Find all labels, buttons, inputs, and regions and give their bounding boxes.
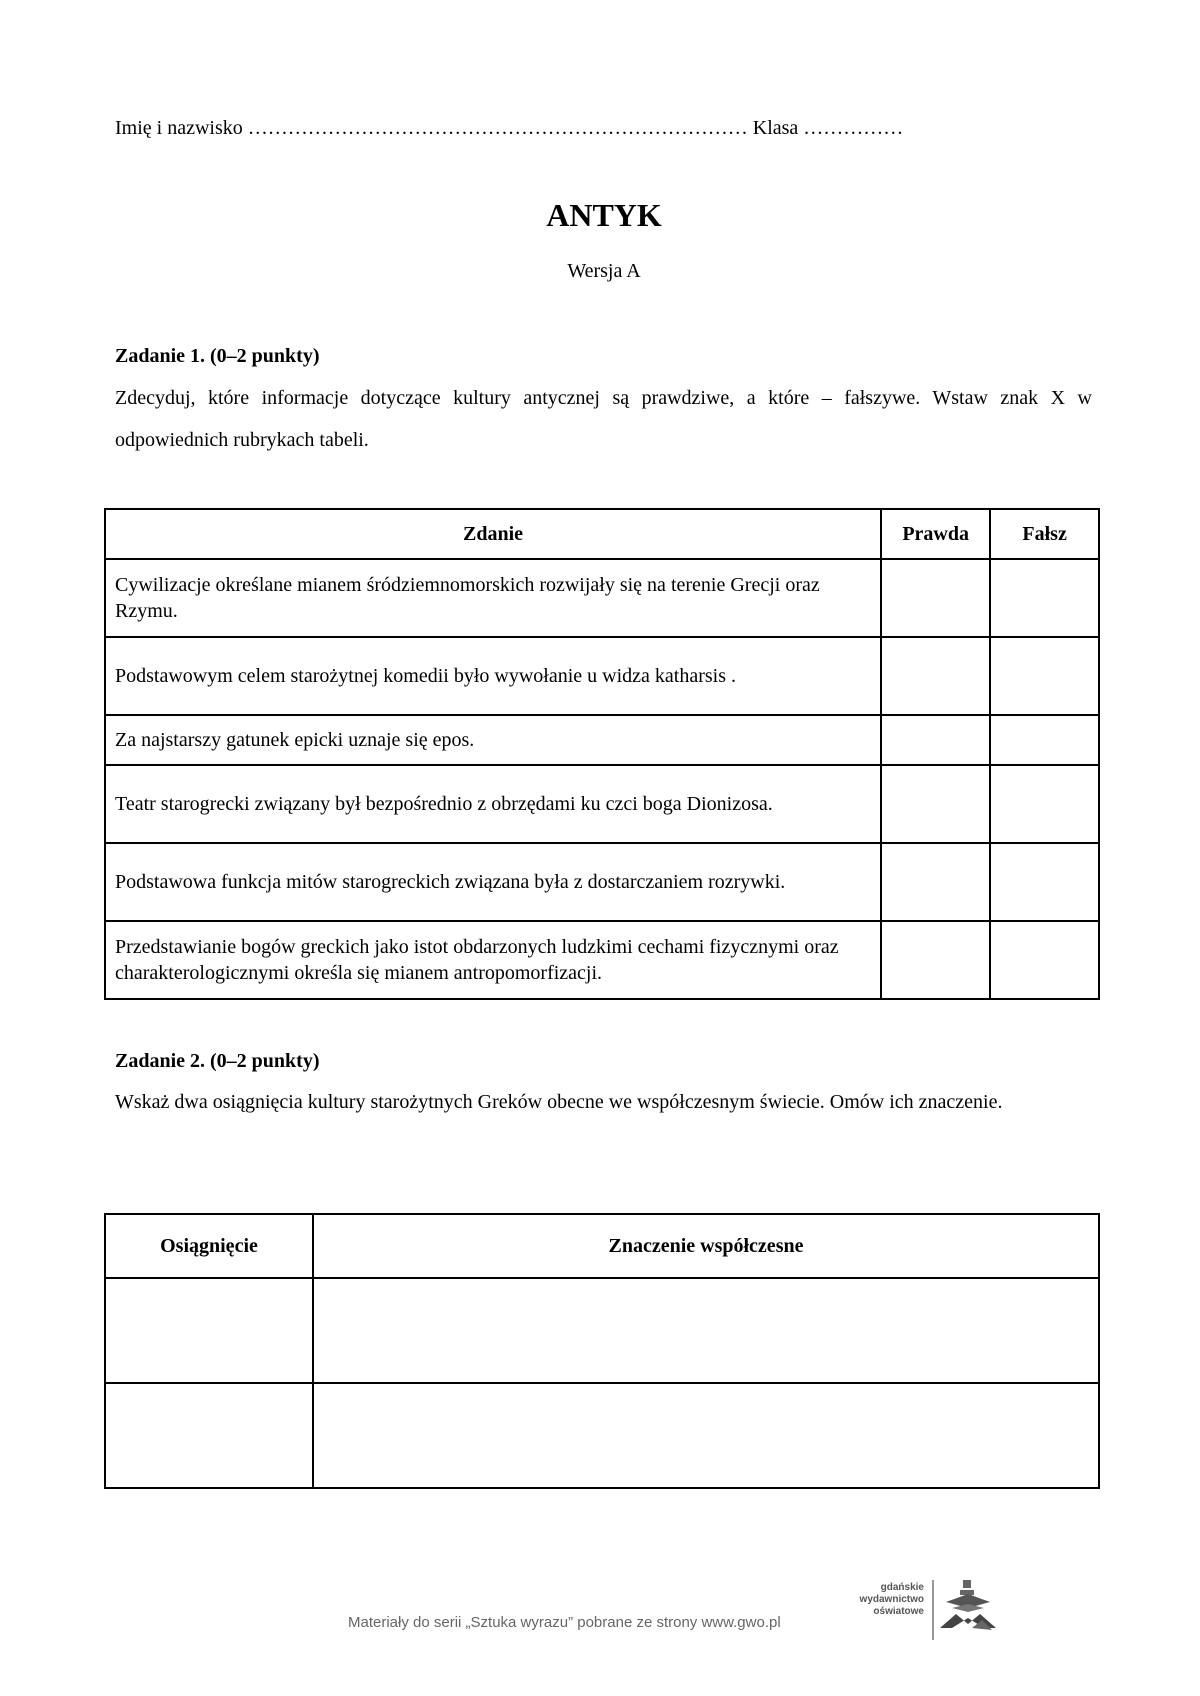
achievements-table xyxy=(104,1213,1100,1489)
column-header-statement: Zdanie xyxy=(105,509,881,559)
task1-heading: Zadanie 1. (0–2 punkty) xyxy=(115,345,320,367)
table-header-row xyxy=(105,1214,1099,1278)
table-row xyxy=(105,637,1099,715)
statement-cell: Cywilizacje określane mianem śródziemnomorskich rozwijały się na terenie Grecji oraz Rzymu. xyxy=(105,559,881,637)
statement-cell: Teatr starogrecki związany był bezpośrednio z obrzędami ku czci boga Dionizosa. xyxy=(105,765,881,843)
task2-instruction: Wskaż dwa osiągnięcia kultury starożytnych Greków obecne we współczesnym świecie. Omów ich znaczenie. xyxy=(115,1091,1003,1113)
significance-answer-cell[interactable] xyxy=(313,1278,1099,1383)
true-answer-cell[interactable] xyxy=(881,715,990,765)
table-row xyxy=(105,765,1099,843)
table-row xyxy=(105,1278,1099,1383)
true-answer-cell[interactable] xyxy=(881,637,990,715)
table-row xyxy=(105,843,1099,921)
false-answer-cell[interactable] xyxy=(990,843,1099,921)
table-header-row xyxy=(105,509,1099,559)
false-answer-cell[interactable] xyxy=(990,559,1099,637)
table-row xyxy=(105,1383,1099,1488)
statement-cell: Przedstawianie bogów greckich jako istot obdarzonych ludzkimi cechami fizycznymi oraz charakterologicznymi określa się mianem antropomorfizacji. xyxy=(105,921,881,999)
publisher-mark-icon xyxy=(938,1578,998,1642)
true-false-table xyxy=(104,508,1100,1000)
statement-cell: Podstawowa funkcja mitów starogreckich związana była z dostarczaniem rozrywki. xyxy=(105,843,881,921)
false-answer-cell[interactable] xyxy=(990,637,1099,715)
false-answer-cell[interactable] xyxy=(990,921,1099,999)
table-row xyxy=(105,559,1099,637)
true-answer-cell[interactable] xyxy=(881,559,990,637)
table-row xyxy=(105,715,1099,765)
column-header-achievement: Osiągnięcie xyxy=(105,1214,313,1278)
achievement-answer-cell[interactable] xyxy=(105,1278,313,1383)
page-title: ANTYK xyxy=(546,197,662,233)
column-header-false: Fałsz xyxy=(990,509,1099,559)
table-row xyxy=(105,921,1099,999)
publisher-logo-text: gdańskie wydawnictwo oświatowe xyxy=(859,1582,924,1617)
footer-source-text: Materiały do serii „Sztuka wyrazu” pobrane ze strony www.gwo.pl xyxy=(348,1614,781,1631)
true-answer-cell[interactable] xyxy=(881,843,990,921)
achievement-answer-cell[interactable] xyxy=(105,1383,313,1488)
true-answer-cell[interactable] xyxy=(881,921,990,999)
false-answer-cell[interactable] xyxy=(990,715,1099,765)
true-answer-cell[interactable] xyxy=(881,765,990,843)
task1-instruction: Zdecyduj, które informacje dotyczące kultury antycznej są prawdziwe, a które – fałszywe. Wstaw znak X w odpowiednich rubrykach tabeli. xyxy=(115,387,1092,451)
statement-cell: Za najstarszy gatunek epicki uznaje się epos. xyxy=(105,715,881,765)
significance-answer-cell[interactable] xyxy=(313,1383,1099,1488)
logo-divider xyxy=(932,1580,934,1640)
version-label: Wersja A xyxy=(567,260,641,282)
column-header-significance: Znaczenie współczesne xyxy=(313,1214,1099,1278)
false-answer-cell[interactable] xyxy=(990,765,1099,843)
name-class-line: Imię i nazwisko ………………………………………………………………… Klasa …………… xyxy=(115,117,904,139)
statement-cell: Podstawowym celem starożytnej komedii było wywołanie u widza katharsis . xyxy=(105,637,881,715)
task2-heading: Zadanie 2. (0–2 punkty) xyxy=(115,1050,320,1072)
publisher-logo xyxy=(840,1578,1000,1644)
column-header-true: Prawda xyxy=(881,509,990,559)
